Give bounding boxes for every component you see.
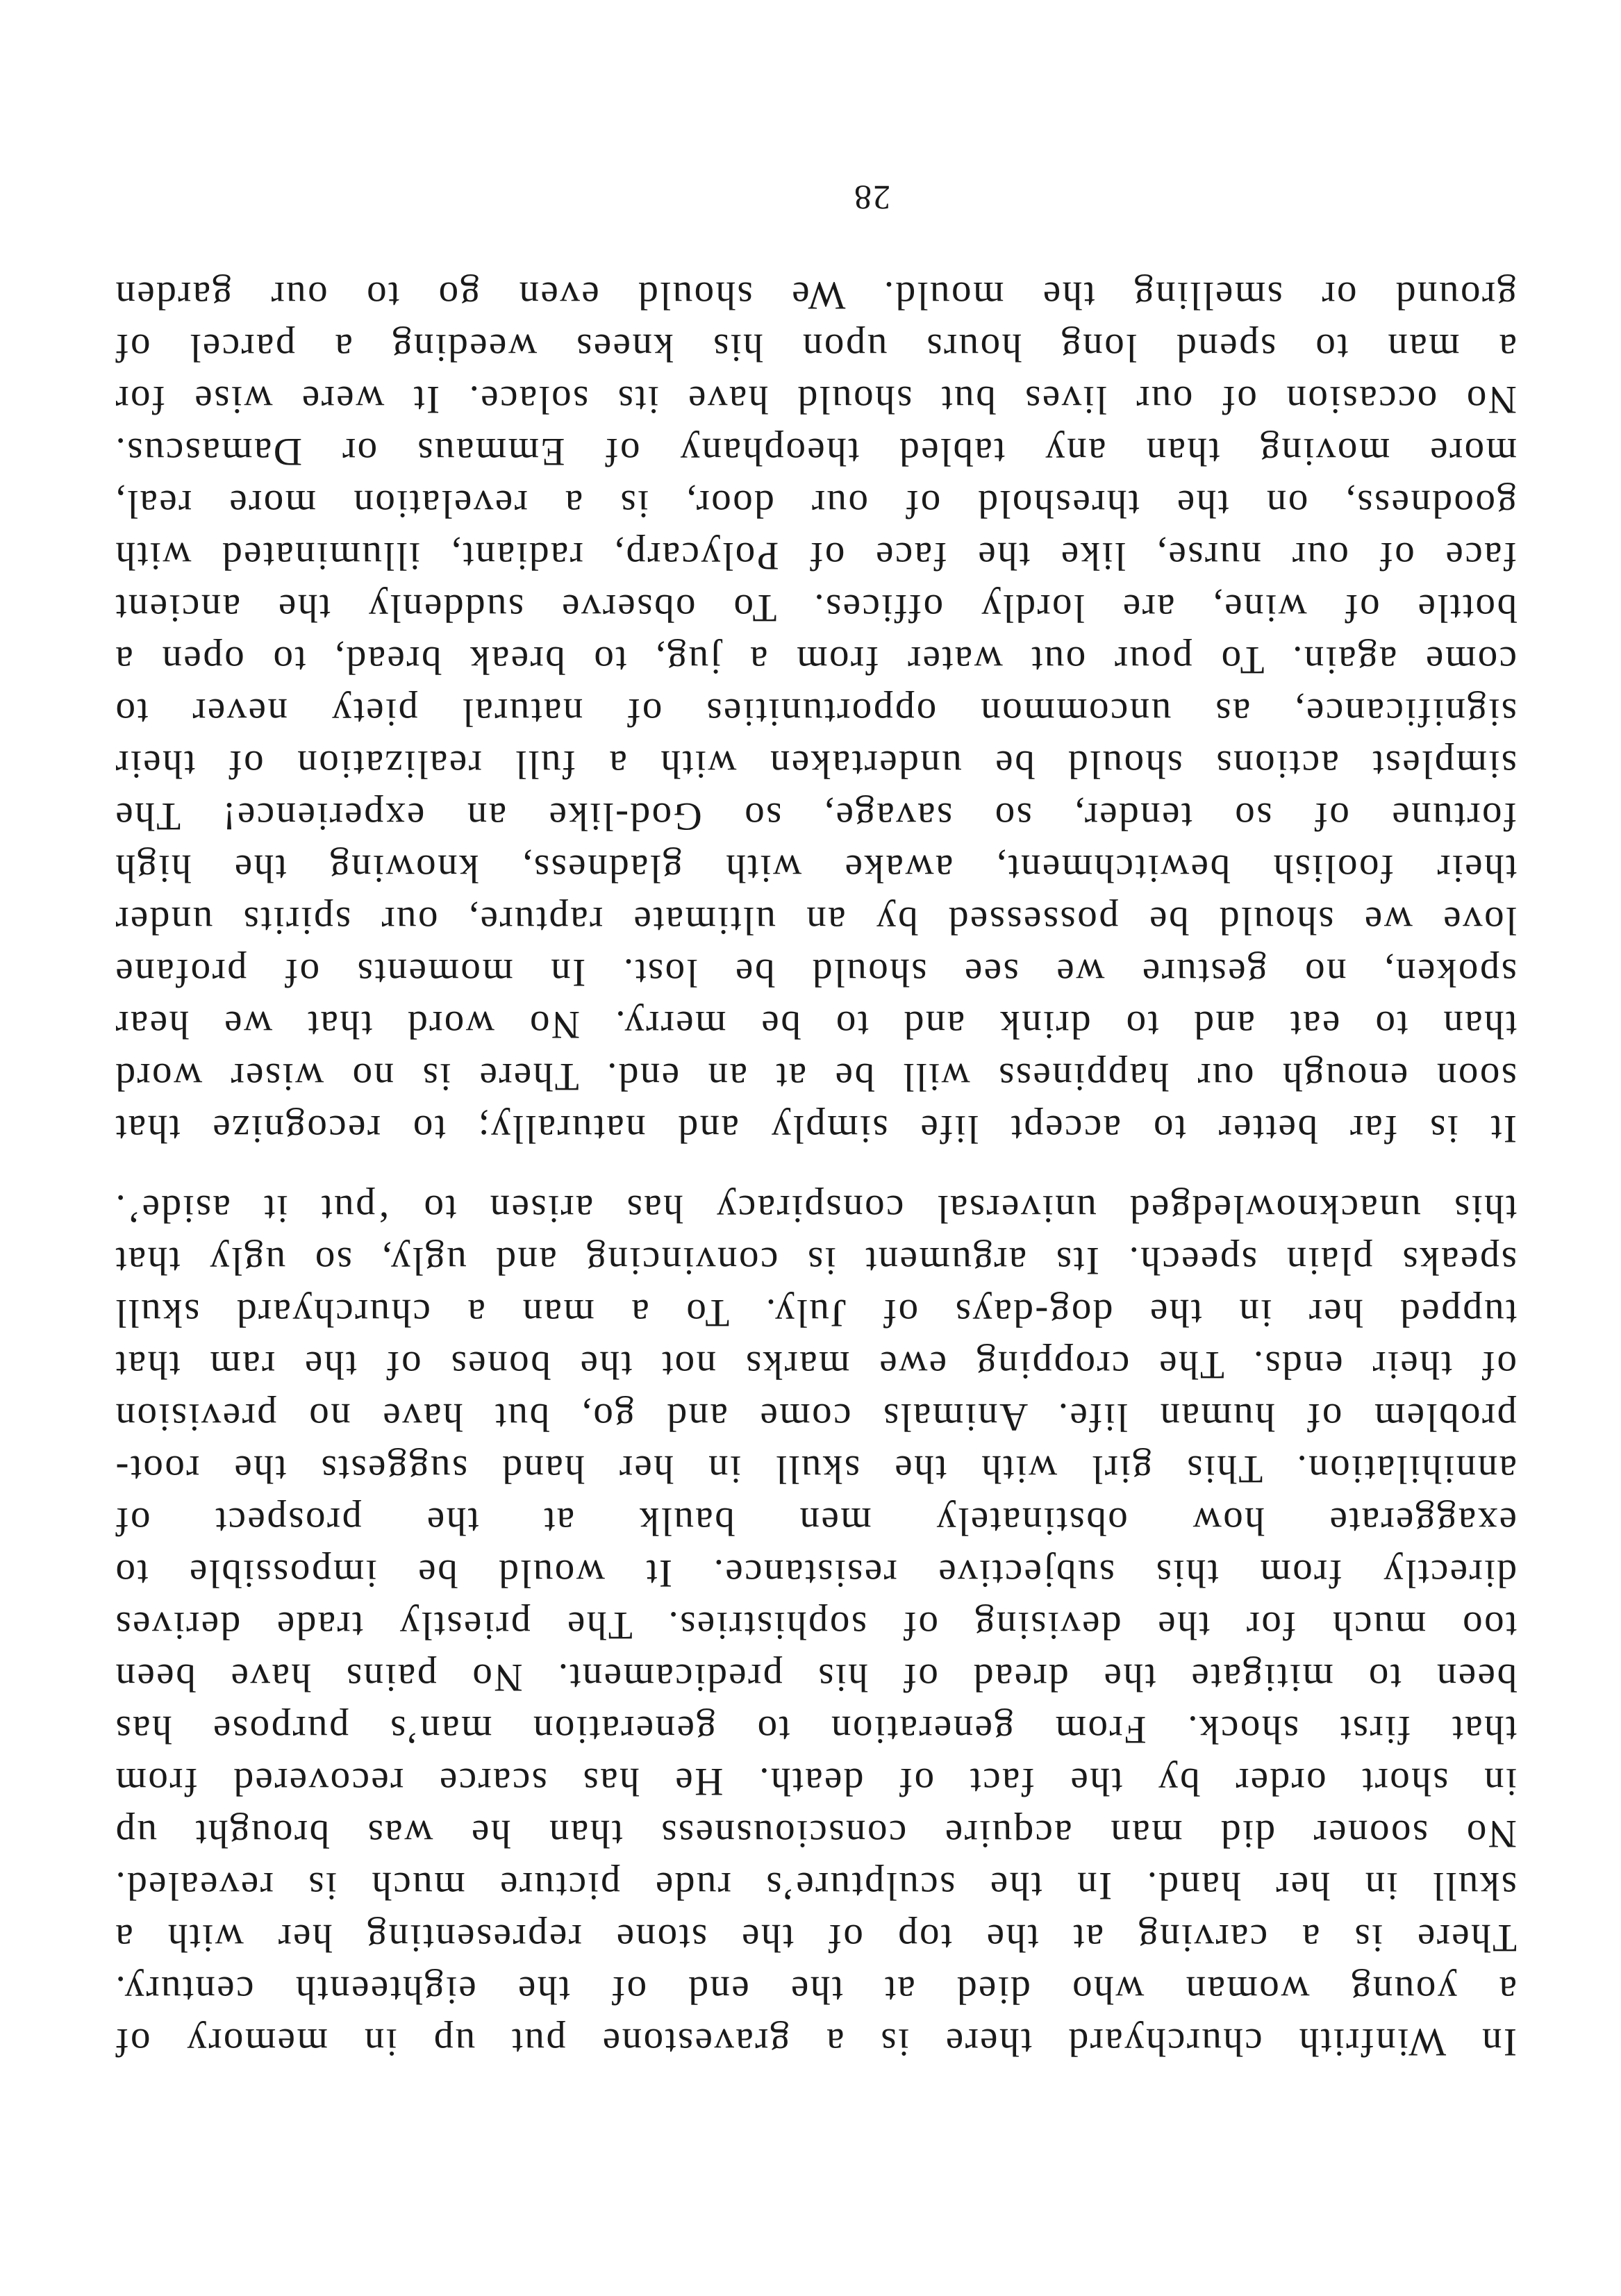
paragraph-1 [114,1183,1517,2068]
text-line: in short order by the fact of death. He has scarce recovered from [114,1760,1517,1804]
text-line: directly from this subjective resistance. It would be impossible to [114,1552,1517,1595]
body-text [114,269,1517,2068]
text-line: face of our nurse, like the face of Polycarp, radiant, illuminated with [114,534,1517,578]
text-line: No sooner did man acquire consciousness than he was brought up [114,1812,1517,1856]
text-line: It is far better to accept life simply and naturally; to recognize that [114,1107,1517,1151]
text-line: ground or smelling the mould. We should even go to our garden [114,274,1517,317]
text-line: significance, as uncommon opportunities of natural piety never to [114,690,1517,734]
text-line: their foolish bewitchment, awake with gladness, knowing the high [114,847,1517,890]
text-line: problem of human life. Animals come and go, but have no prevision [114,1395,1517,1439]
text-line: a young woman who died at the end of the eighteenth century. [114,1968,1517,2012]
text-line: this unacknowledged universal conspiracy has arisen to ‘put it aside’. [114,1187,1517,1231]
text-line: tupped her in the dog-days of July. To a man a churchyard skull [114,1291,1517,1335]
text-line: more moving than any tabled theophany of Emmaus or Damascus. [114,430,1517,474]
text-line: been to mitigate the dread of his predicament. No pains have been [114,1656,1517,1699]
text-line: come again. To pour out water from a jug, to break bread, to open a [114,638,1517,682]
text-line: annihilation. This girl with the skull in her hand suggests the root- [114,1447,1517,1491]
text-line: simplest actions should be undertaken with a full realization of their [114,742,1517,786]
text-line: soon enough our happiness will be at an end. There is no wiser word [114,1055,1517,1099]
text-line: exaggerate how obstinately men baulk at the prospect of [114,1499,1517,1543]
text-line: a man to spend long hours upon his knees weeding a parcel of [114,326,1517,369]
text-line: that first shock. From generation to generation man’s purpose has [114,1708,1517,1752]
text-line: spoken, no gesture we see should be lost. In moments of profane [114,951,1517,995]
text-line: of their ends. The cropping ewe marks not the bones of the ram that [114,1343,1517,1387]
text-line: speaks plain speech. Its argument is convincing and ugly, so ugly that [114,1239,1517,1283]
text-line: goodness, on the threshold of our door, is a revelation more real, [114,482,1517,526]
text-line: bottle of wine, are lordly offices. To observe suddenly the ancient [114,586,1517,630]
page-number: 28 [853,178,890,217]
text-line: fortune of so tender, so savage, so God-like an experience! The [114,795,1517,838]
text-line: There is a carving at the top of the stone representing her with a [114,1916,1517,1960]
paragraph-2 [114,269,1517,1155]
text-line: In Winfrith churchyard there is a gravestone put up in memory of [114,2020,1517,2064]
text-line: too much for the devising of sophistries. The priestly trade derives [114,1604,1517,1647]
text-line: No occasion of our lives but should have its solace. It were wise for [114,378,1517,422]
text-line: skull in her hand. In the sculpture’s rude picture much is revealed. [114,1864,1517,1908]
text-line: love we should be possessed by an ultimate rapture, our spirits under [114,899,1517,942]
text-line: than to eat and to drink and to be merry. No word that we hear [114,1003,1517,1047]
